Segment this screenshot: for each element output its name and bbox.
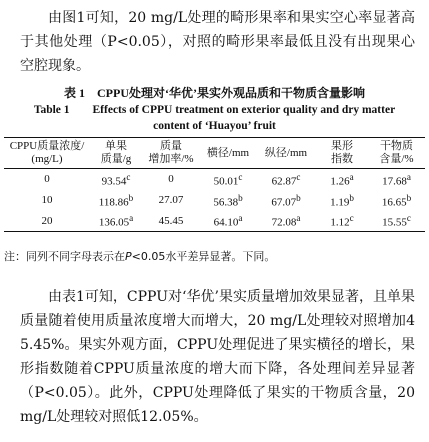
cell-shape-index: 1.19$^b$ <box>330 192 354 209</box>
cell-fruit-mass: 118.86$^b$ <box>98 192 134 209</box>
cell-dry-matter: 16.65$^b$ <box>381 192 412 209</box>
cell-fruit-mass: 93.54$^c$ <box>101 172 131 188</box>
header-dry-matter: 干物质 含量/% <box>379 140 414 165</box>
cell-longitudinal-diameter: 67.07$^b$ <box>271 192 301 209</box>
cell-concentration: 20 <box>41 214 53 227</box>
cell-concentration: 10 <box>41 193 53 206</box>
cell-longitudinal-diameter: 72.08$^a$ <box>271 213 301 229</box>
table-row <box>4 169 425 190</box>
header-shape-index: 果形 指数 <box>331 140 353 165</box>
table-note: 注：同列不同字母表示在P<0.05水平差异显著。下同。 <box>4 250 276 263</box>
cell-transverse-diameter: 56.38$^b$ <box>213 192 243 209</box>
header-fruit-mass: 单果 质量/g <box>100 140 132 165</box>
table-row <box>4 190 425 211</box>
paragraph-intro: 由图1可知，20 mg/L处理的畸形果率和果实空心率显著高于其他处理（P<0.05），对照的畸形果率最低且没有出现果心空腔现象。 <box>20 10 415 74</box>
header-mass-increase: 质量 增加率/% <box>148 140 194 165</box>
cell-mass-increase: 0 <box>168 173 174 186</box>
header-longitudinal-diameter: 纵径/mm <box>264 146 308 159</box>
cell-shape-index: 1.12$^c$ <box>330 213 354 229</box>
table-caption-english-line1: Table 1 Effects of CPPU treatment on exterior quality and dry matter <box>33 104 396 116</box>
table-header-row <box>4 138 425 169</box>
cell-dry-matter: 17.68$^a$ <box>382 172 411 188</box>
header-concentration: CPPU质量浓度/ (mg/L) <box>9 140 85 165</box>
cell-transverse-diameter: 50.01$^c$ <box>213 172 243 188</box>
cell-mass-increase: 27.07 <box>158 193 184 206</box>
table-row <box>4 210 425 231</box>
cell-mass-increase: 45.45 <box>158 214 184 227</box>
cell-longitudinal-diameter: 62.87$^c$ <box>271 172 301 188</box>
table-caption-english-line2: content of ‘Huayou’ fruit <box>153 120 276 132</box>
cell-shape-index: 1.26$^a$ <box>330 172 354 188</box>
data-table <box>4 137 425 232</box>
cell-fruit-mass: 136.05$^a$ <box>98 213 134 229</box>
table-caption-chinese: 表 1 CPPU处理对‘华优’果实外观品质和干物质含量影响 <box>64 86 365 100</box>
header-transverse-diameter: 横径/mm <box>206 146 250 159</box>
cell-concentration: 0 <box>44 173 50 186</box>
paragraph-results: 由表1可知，CPPU对‘华优’果实质量增加效果显著，且单果质量随着使用质量浓度增大而增大，20 mg/L处理较对照增加45.45%。果实外观方面，CPPU处理促进了果实横径的增长，果形指数随着CPPU质量浓度的增大而下降，各处理间差异显著（P<0.05）。此外，CPPU处理降低了果实的干物质含量，20 mg/L处理较对照低12.05%。 <box>20 289 415 425</box>
cell-transverse-diameter: 64.10$^a$ <box>213 213 243 229</box>
cell-dry-matter: 15.55$^c$ <box>382 213 411 229</box>
